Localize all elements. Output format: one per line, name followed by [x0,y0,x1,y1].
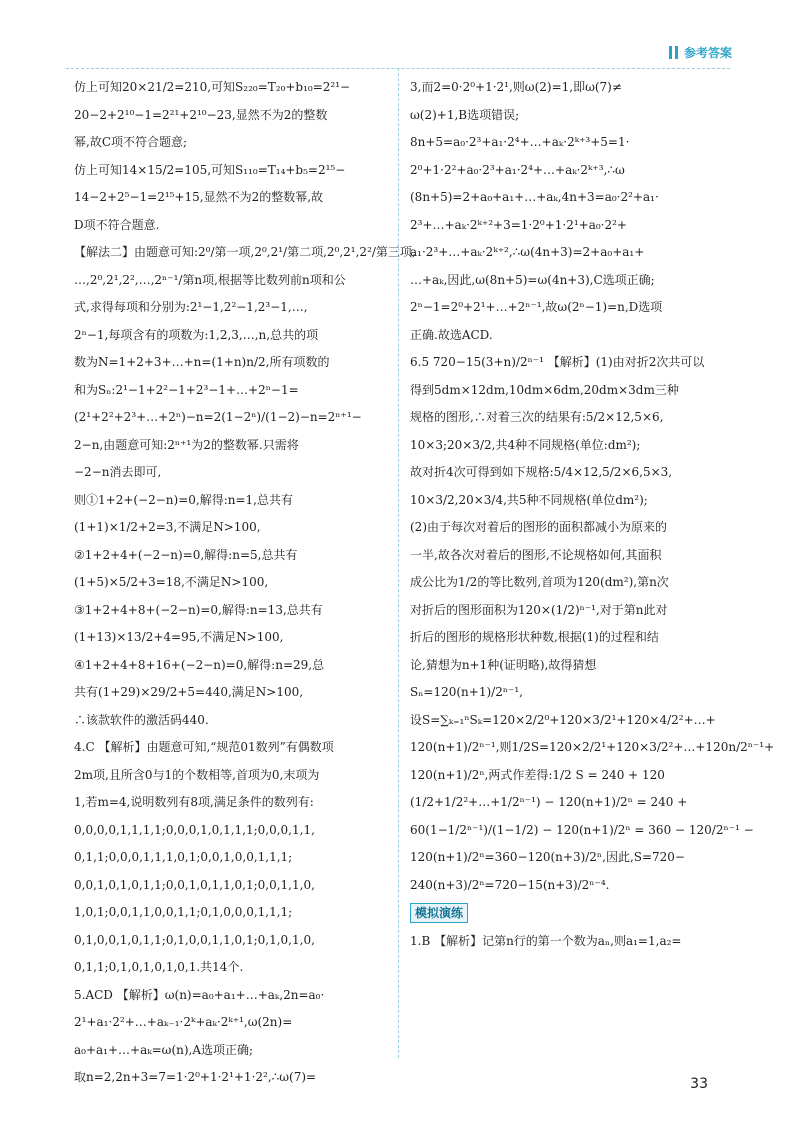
text-line: (1/2+1/2²+…+1/2ⁿ⁻¹) − 120(n+1)/2ⁿ = 240 + [410,795,688,809]
right-column [410,74,775,955]
text-line: 正确.故选ACD. [410,327,493,342]
left-column [74,74,416,1092]
text-line: 8n+5=a₀·2³+a₁·2⁴+…+aₖ·2ᵏ⁺³+5=1· [410,135,630,149]
text-line: 20−2+2¹⁰−1=2²¹+2¹⁰−23,显然不为2的整数 [74,107,328,122]
text-line: 10×3/2,20×3/4,共5种不同规格(单位dm²); [410,492,648,507]
text-line: 式,求得每项和分别为:2¹−1,2²−1,2³−1,…, [74,300,308,314]
text-line: 0,0,0,0,1,1,1,1;0,0,0,1,0,1,1,1;0,0,0,1,1, [74,822,315,837]
text-line: (1+13)×13/2+4=95,不满足N>100, [74,630,284,644]
text-line: 14−2+2⁵−1=2¹⁵+15,显然不为2的整数幂,故 [74,190,324,204]
text-line: 2¹+a₁·2²+…+aₖ₋₁·2ᵏ+aₖ·2ᵏ⁺¹,ω(2n)= [74,1015,293,1029]
text-line: ④1+2+4+8+16+(−2−n)=0,解得:n=29,总 [74,657,325,672]
text-line: 60(1−1/2ⁿ⁻¹)/(1−1/2) − 120(n+1)/2ⁿ = 360 − 120/2ⁿ⁻¹ − [410,822,754,837]
text-line: (1+1)×1/2+2=3,不满足N>100, [74,520,261,534]
text-line: 一半,故各次对着后的图形,不论规格如何,其面积 [410,547,662,562]
text-line: 则①1+2+(−2−n)=0,解得:n=1,总共有 [74,492,293,507]
text-line: D项不符合题意. [74,217,160,232]
text-line: 2m项,且所含0与1的个数相等,首项为0,末项为 [74,767,320,782]
text-line: 取n=2,2n+3=7=1·2⁰+1·2¹+1·2²,∴ω(7)= [74,1070,317,1084]
text-line: (8n+5)=2+a₀+a₁+…+aₖ,4n+3=a₀·2²+a₁· [410,190,659,204]
text-line: −2−n消去即可, [74,465,162,479]
text-line: ③1+2+4+8+(−2−n)=0,解得:n=13,总共有 [74,602,323,617]
text-line: 4.C 【解析】由题意可知,“规范01数列”有偶数项 [74,740,334,754]
text-line: 120(n+1)/2ⁿ=360−120(n+3)/2ⁿ,因此,S=720− [410,850,685,864]
text-line: 240(n+3)/2ⁿ=720−15(n+3)/2ⁿ⁻⁴. [410,877,610,892]
text-line: 5.ACD 【解析】ω(n)=a₀+a₁+…+aₖ,2n=a₀· [74,987,325,1002]
text-line: 数为N=1+2+3+…+n=(1+n)n/2,所有项数的 [74,355,330,369]
text-line: 120(n+1)/2ⁿ,两式作差得:1/2 S = 240 + 120 [410,767,665,782]
text-line: 规格的图形,∴对着三次的结果有:5/2×12,5×6, [410,410,664,424]
text-line: 折后的图形的规格形状种数,根据(1)的过程和结 [410,630,659,644]
text-line: 仿上可知14×15/2=105,可知S₁₁₀=T₁₄+b₅=2¹⁵− [74,162,346,177]
section-heading: 模拟演练 [410,903,468,923]
page-number: 33 [690,1076,708,1092]
text-line: (2)由于每次对着后的图形的面积都减小为原来的 [410,520,667,534]
text-line: a₀+a₁+…+aₖ=ω(n),A选项正确; [74,1042,254,1057]
text-line: 0,1,0,0,1,0,1,1;0,1,0,0,1,1,0,1;0,1,0,1,0, [74,932,315,947]
text-line: 3,而2=0·2⁰+1·2¹,则ω(2)=1,即ω(7)≠ [410,80,622,94]
text-line: 对折后的图形面积为120×(1/2)ⁿ⁻¹,对于第n此对 [410,602,668,617]
text-line: 2−n,由题意可知:2ⁿ⁺¹为2的整数幂.只需将 [74,437,299,452]
text-line: 设S=∑ₖ₌₁ⁿSₖ=120×2/2⁰+120×3/2¹+120×4/2²+…+ [410,712,716,727]
text-line: 2³+…+aₖ·2ᵏ⁺²+3=1·2⁰+1·2¹+a₀·2²+ [410,217,627,232]
text-line: Sₙ=120(n+1)/2ⁿ⁻¹, [410,685,523,699]
text-line: 1.B 【解析】记第n行的第一个数为aₙ,则a₁=1,a₂= [410,933,682,948]
text-line: (2¹+2²+2³+…+2ⁿ)−n=2(1−2ⁿ)/(1−2)−n=2ⁿ⁺¹− [74,410,362,424]
text-line: 0,1,1;0,1,0,1,0,1,0,1.共14个. [74,960,244,974]
text-line: 6.5 720−15(3+n)/2ⁿ⁻¹ 【解析】(1)由对折2次共可以 [410,355,705,369]
text-line: 和为Sₙ:2¹−1+2²−1+2³−1+…+2ⁿ−1= [74,382,299,397]
header-bars-icon [669,46,678,59]
text-line: …+aₖ,因此,ω(8n+5)=ω(4n+3),C选项正确; [410,272,655,287]
text-line: ω(2)+1,B选项错误; [410,107,520,122]
text-line: 成公比为1/2的等比数列,首项为120(dm²),第n次 [410,575,669,589]
text-line: 【解法二】由题意可知:2⁰/第一项,2⁰,2¹/第二项,2⁰,2¹,2²/第三项, [74,245,416,259]
text-line: …,2⁰,2¹,2²,…,2ⁿ⁻¹/第n项,根据等比数列前n项和公 [74,272,346,287]
text-line: 0,1,1;0,0,0,1,1,1,0,1;0,0,1,0,0,1,1,1; [74,850,293,864]
text-line: a₁·2³+…+aₖ·2ᵏ⁺²,∴ω(4n+3)=2+a₀+a₁+ [410,245,645,259]
text-line: 1,0,1;0,0,1,1,0,0,1,1;0,1,0,0,0,1,1,1; [74,905,293,919]
text-line: 2ⁿ−1,每项含有的项数为:1,2,3,…,n,总共的项 [74,327,319,342]
text-line: (1+5)×5/2+3=18,不满足N>100, [74,575,269,589]
text-line: 幂,故C项不符合题意; [74,135,188,149]
page-header [669,44,732,61]
text-line: 1,若m=4,说明数列有8项,满足条件的数列有: [74,795,314,809]
text-line: 0,0,1,0,1,0,1,1;0,0,1,0,1,1,0,1;0,0,1,1,0, [74,877,315,892]
text-line: 故对折4次可得到如下规格:5/4×12,5/2×6,5×3, [410,465,673,479]
text-line: 2ⁿ−1=2⁰+2¹+…+2ⁿ⁻¹,故ω(2ⁿ−1)=n,D选项 [410,300,663,314]
text-line: ②1+2+4+(−2−n)=0,解得:n=5,总共有 [74,547,298,562]
text-line: 得到5dm×12dm,10dm×6dm,20dm×3dm三种 [410,382,679,397]
text-line: 共有(1+29)×29/2+5=440,满足N>100, [74,685,304,699]
text-line: 120(n+1)/2ⁿ⁻¹,则1/2S=120×2/2¹+120×3/2²+…+120n/2ⁿ⁻¹+ [410,740,775,754]
text-line: 论,猜想为n+1种(证明略),故得猜想 [410,657,597,672]
column-divider [398,68,399,1058]
header-title: 参考答案 [683,46,732,60]
text-line: 仿上可知20×21/2=210,可知S₂₂₀=T₂₀+b₁₀=2²¹− [74,80,351,94]
text-line: 10×3;20×3/2,共4种不同规格(单位:dm²); [410,437,641,452]
text-line: 2⁰+1·2²+a₀·2³+a₁·2⁴+…+aₖ·2ᵏ⁺³,∴ω [410,162,625,177]
text-line: ∴该款软件的激活码440. [74,712,209,727]
